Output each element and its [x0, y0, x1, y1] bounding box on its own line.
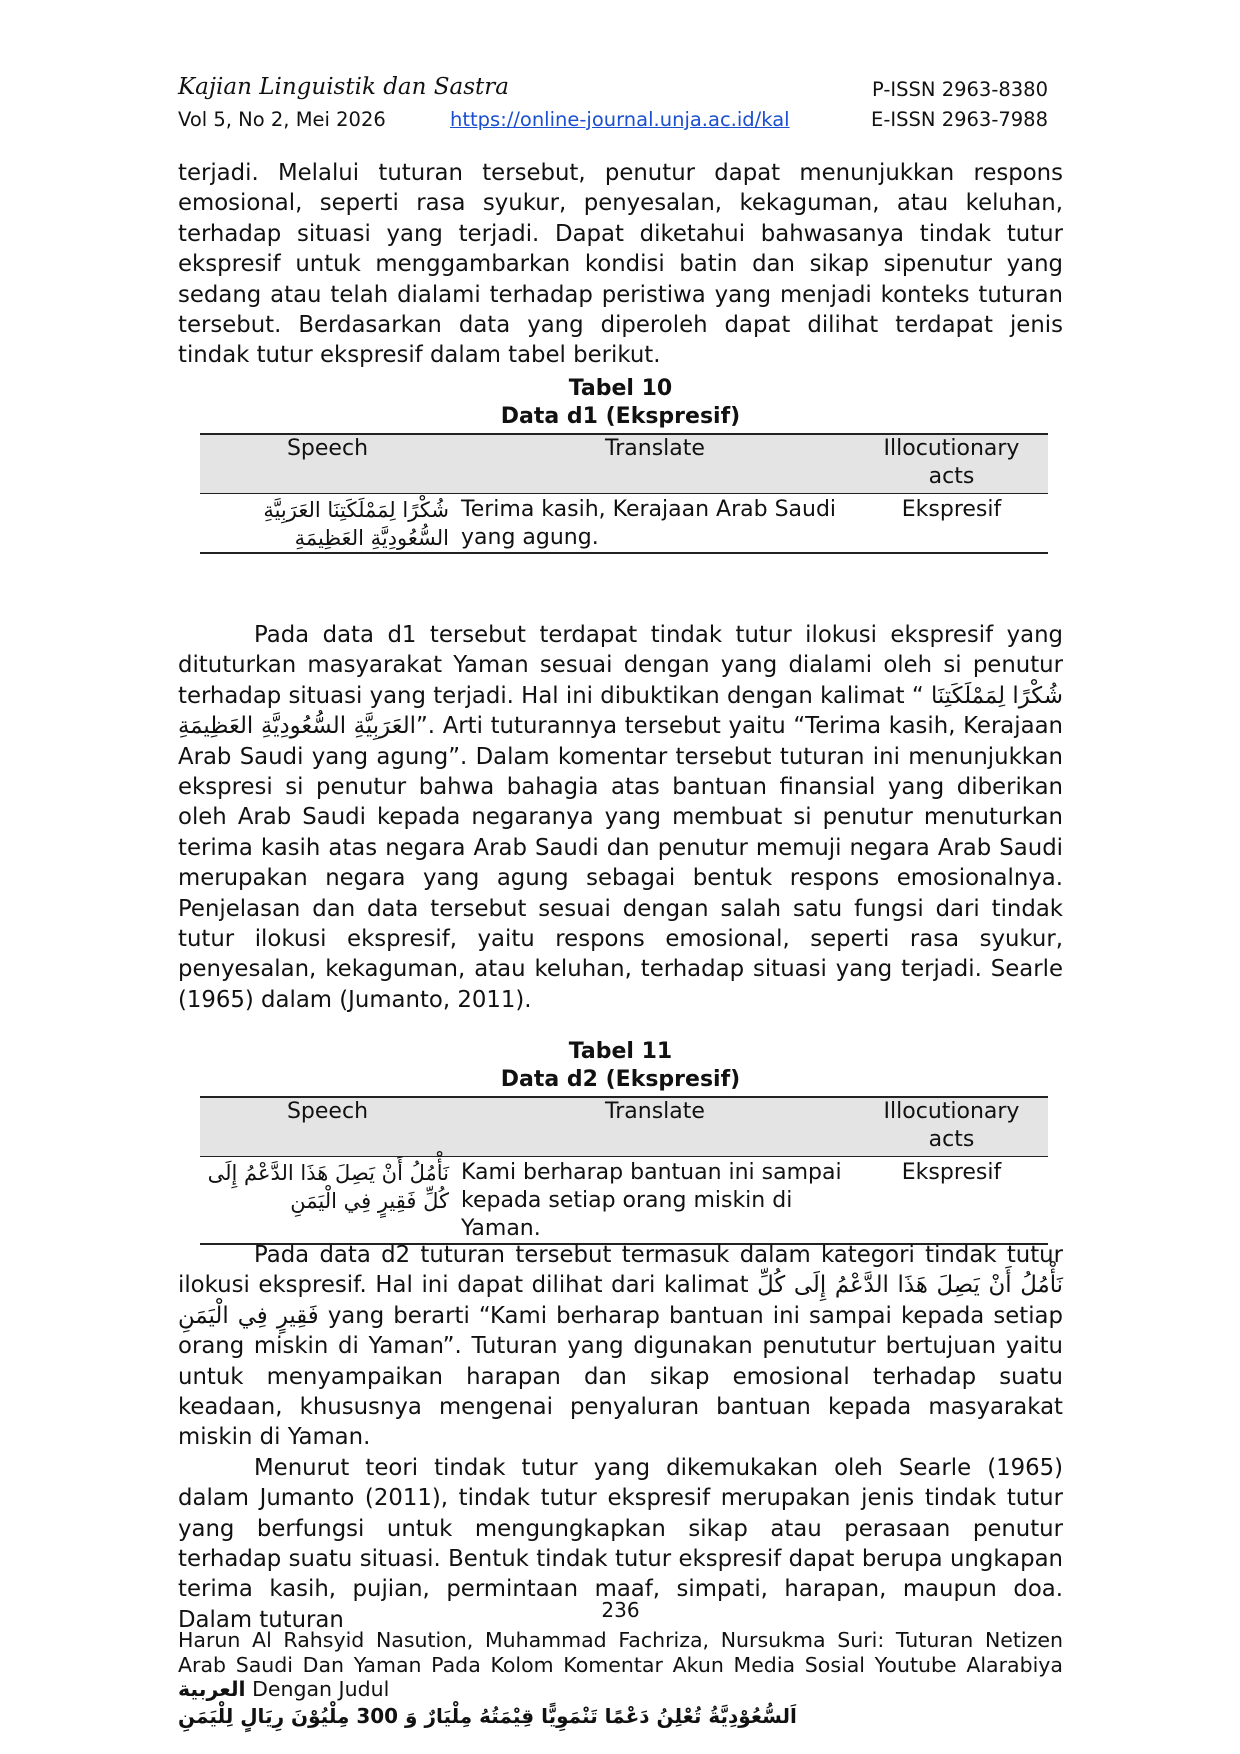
footer-citation: [178, 1628, 1063, 1728]
d2-section: [178, 1240, 1063, 1635]
journal-url-link[interactable]: https://online-journal.unja.ac.id/kal: [450, 108, 790, 131]
table10-caption-block: [178, 375, 1063, 431]
d1-arabic-quote: شُكْرًا لِمَمْلَكَتِنَا العَرَبِيَّةِ السُّعُودِيَّةِ العَظِيمَةِ: [178, 682, 1063, 740]
d1-text-part1: Pada data d1 tersebut terdapat tindak tutur ilokusi ekspresif yang dituturkan masyarakat Yaman sesuai dengan yang dialami oleh si penutur terhadap situasi yang terjadi. Hal ini dibuktikan dengan kalimat “: [178, 622, 1063, 709]
d1-paragraph: [178, 620, 1063, 1015]
d2-paragraph: [178, 1240, 1063, 1453]
table11: [200, 1096, 1048, 1245]
intro-section: [178, 158, 1063, 371]
intro-paragraph: terjadi. Melalui tuturan tersebut, penutur dapat menunjukkan respons emosional, seperti rasa syukur, penyesalan, kekaguman, atau keluhan, terhadap situasi yang terjadi. Dapat diketahui bahwasanya tindak tutur ekspresif untuk menggambarkan kondisi batin dan sikap sipenutur yang sedang atau telah dialami terhadap peristiwa yang menjadi konteks tuturan tersebut. Berdasarkan data yang diperoleh dapat dilihat terdapat jenis tindak tutur ekspresif dalam tabel berikut.: [178, 160, 1063, 369]
p-issn: P-ISSN 2963-8380: [872, 78, 1048, 101]
table11-caption: Tabel 11: [568, 1039, 673, 1064]
table10-header-acts: Illocutionary acts: [883, 436, 1020, 489]
volume-info: Vol 5, No 2, Mei 2026: [178, 108, 386, 131]
d1-text-part2: ”. Arti tuturannya tersebut yaitu “Terima kasih, Kerajaan Arab Saudi yang agung”. Dalam komentar tersebut tuturan ini menunjukkan ekspresi si penutur bahwa bahagia atas bantuan finansial yang diberikan oleh Arab Saudi kepada negaranya yang membuat si penutur menuturkan terima kasih atas negara Arab Saudi dan penutur memuji negara Arab Saudi merupakan negara yang agung sebagai bentuk respons emosionalnya. Penjelasan dan data tersebut sesuai dengan salah satu fungsi dari tindak tutur ilokusi ekspresif, yaitu respons emosional, seperti rasa syukur, penyesalan, kekaguman, atau keluhan, terhadap situasi yang terjadi. Searle (1965) dalam (Jumanto, 2011).: [178, 713, 1064, 1013]
table10: [200, 433, 1048, 554]
footer-title-arabic: اَلسُّعُوْدِيَّةُ تُعْلِنُ دَعْمًا تَنْمَوِيًّا قِيْمَتُهُ مِلْيَارٌ وَ 300 مِلْيُوْنَ رِيَالٍ لِلْيَمَنِ: [178, 1703, 797, 1728]
footer-citation-text: Harun Al Rahsyid Nasution, Muhammad Fachriza, Nursukma Suri: Tuturan Netizen Arab Saudi Dan Yaman Pada Kolom Komentar Akun Media Sosial Youtube Alarabiya: [178, 1628, 1063, 1677]
d2-arabic-quote: نَأْمُلُ أَنْ يَصِلَ هَذَا الدَّعْمُ إِلَى كُلِّ فَقِيرٍ فِي الْيَمَنِ: [178, 1272, 1063, 1329]
table11-translate-cell: Kami berharap bantuan ini sampai kepada setiap orang miskin di Yaman.: [461, 1160, 842, 1241]
e-issn: E-ISSN 2963-7988: [871, 108, 1048, 131]
table10-speech-cell: شُكْرًا لِمَمْلَكَتِنَا العَرَبِيَّةِ السُّعُودِيَّةِ العَظِيمَةِ: [263, 498, 449, 550]
table11-header-acts: Illocutionary acts: [883, 1099, 1020, 1152]
running-header: [178, 74, 1048, 138]
table11-header-row: [200, 1097, 1048, 1157]
table-row: [200, 1157, 1048, 1245]
table10-header-row: [200, 434, 1048, 494]
d1-section: [178, 620, 1063, 1015]
page-number: 236: [601, 1598, 640, 1622]
table-row: [200, 494, 1048, 554]
table11-speech-cell: نَأْمُلُ أَنْ يَصِلَ هَذَا الدَّعْمُ إِلَى كُلِّ فَقِيرٍ فِي الْيَمَنِ: [207, 1161, 449, 1213]
table11-act-cell: Ekspresif: [901, 1160, 1002, 1185]
table11-subtitle: Data d2 (Ekspresif): [500, 1067, 741, 1092]
table11-header-speech: Speech: [286, 1099, 369, 1124]
d2-text-part2: yang berarti “Kami berharap bantuan ini sampai kepada setiap orang miskin di Yaman”. Tuturan yang digunakan penututur bertujuan yaitu untuk menyampaikan harapan dan sikap emosional terhadap suatu keadaan, khususnya mengenai penyaluran bantuan kepada masyarakat miskin di Yaman.: [178, 1302, 1063, 1451]
table10-header-translate: Translate: [605, 436, 705, 461]
footer-citation-suffix: Dengan Judul: [245, 1677, 390, 1701]
searle-paragraph: Menurut teori tindak tutur yang dikemukakan oleh Searle (1965) dalam Jumanto (2011), tindak tutur ekspresif merupakan jenis tindak tutur yang berfungsi untuk mengungkapkan sikap atau perasaan penutur terhadap suatu situasi. Bentuk tindak tutur ekspresif dapat berupa ungkapan terima kasih, pujian, permintaan maaf, simpati, harapan, maupun doa. Dalam tuturan: [178, 1454, 1063, 1633]
footer-channel-arabic: العربية: [178, 1677, 246, 1701]
table11-caption-block: [178, 1038, 1063, 1094]
table10-caption: Tabel 10: [568, 376, 673, 401]
table11-header-translate: Translate: [605, 1099, 705, 1124]
table10-subtitle: Data d1 (Ekspresif): [500, 404, 741, 429]
table10-translate-cell: Terima kasih, Kerajaan Arab Saudi yang agung.: [461, 497, 837, 550]
table10-act-cell: Ekspresif: [901, 497, 1002, 522]
journal-name: Kajian Linguistik dan Sastra: [178, 74, 509, 100]
table10-header-speech: Speech: [286, 436, 369, 461]
d2-text-part1: Pada data d2 tuturan tersebut termasuk dalam kategori tindak tutur ilokusi ekspresif. Hal ini dapat dilihat dari kalimat: [178, 1242, 1063, 1299]
